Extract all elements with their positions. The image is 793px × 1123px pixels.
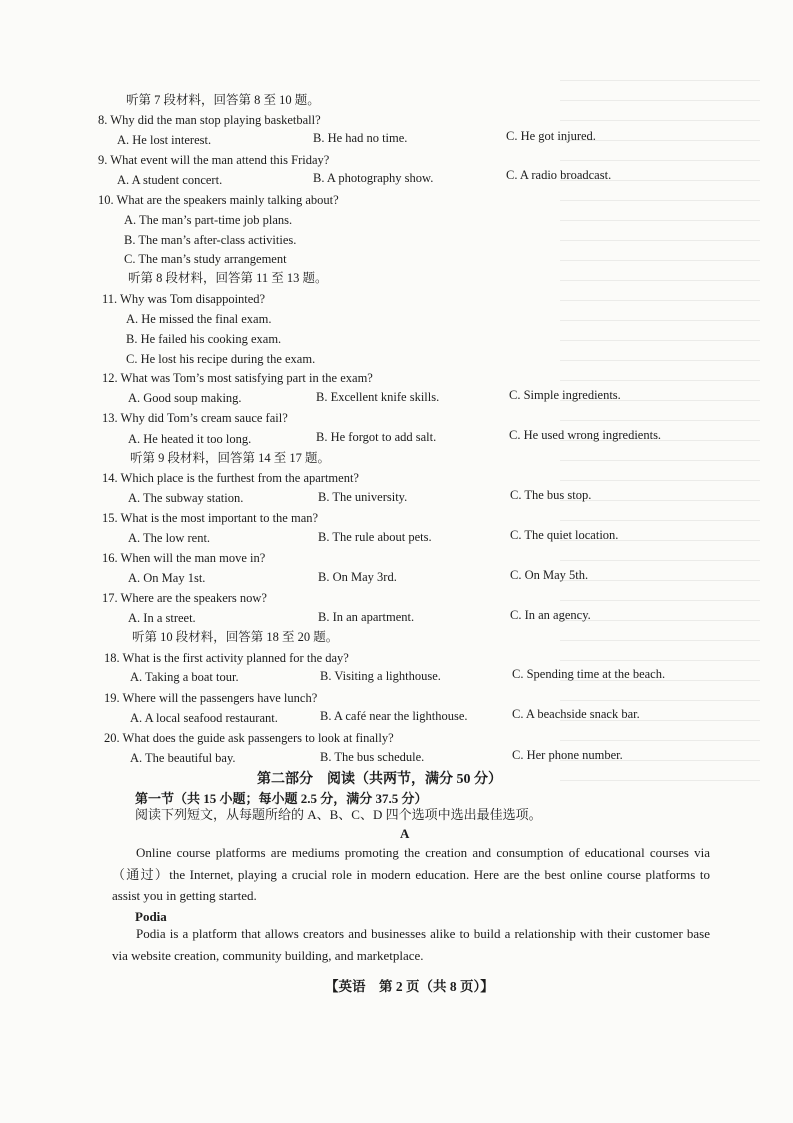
question-20-option-b: B. The bus schedule. bbox=[320, 750, 425, 764]
question-9-stem: 9. What event will the man attend this Friday? bbox=[98, 153, 330, 167]
question-13-option-c: C. He used wrong ingredients. bbox=[509, 428, 662, 442]
question-14-option-b: B. The university. bbox=[318, 490, 408, 504]
question-11-stem: 11. Why was Tom disappointed? bbox=[102, 292, 266, 306]
question-18-option-b: B. Visiting a lighthouse. bbox=[320, 669, 441, 683]
question-14-option-c: C. The bus stop. bbox=[510, 488, 592, 502]
question-15-option-b: B. The rule about pets. bbox=[318, 530, 432, 544]
question-9-option-a: A. A student concert. bbox=[117, 173, 223, 187]
question-8-option-a: A. He lost interest. bbox=[117, 133, 212, 147]
question-8-stem: 8. Why did the man stop playing basketball? bbox=[98, 113, 321, 127]
question-12-stem: 12. What was Tom’s most satisfying part in the exam? bbox=[102, 371, 373, 385]
question-8-option-b: B. He had no time. bbox=[313, 131, 408, 145]
question-18-stem: 18. What is the first activity planned for the day? bbox=[104, 651, 349, 665]
passage-letter: A bbox=[400, 826, 410, 841]
listening-intro-8: 听第 8 段材料，回答第 11 至 13 题。 bbox=[128, 271, 328, 285]
question-8-option-c: C. He got injured. bbox=[506, 129, 596, 143]
question-17-stem: 17. Where are the speakers now? bbox=[102, 591, 267, 605]
question-16-option-c: C. On May 5th. bbox=[510, 568, 589, 582]
question-14-option-a: A. The subway station. bbox=[128, 491, 244, 505]
question-11-option-c: C. He lost his recipe during the exam. bbox=[126, 352, 316, 366]
question-18-option-c: C. Spending time at the beach. bbox=[512, 667, 666, 681]
question-20-option-a: A. The beautiful bay. bbox=[130, 751, 236, 765]
question-12-option-a: A. Good soup making. bbox=[128, 391, 242, 405]
question-16-option-b: B. On May 3rd. bbox=[318, 570, 397, 584]
question-20-stem: 20. What does the guide ask passengers to look at finally? bbox=[104, 731, 394, 745]
question-12-option-c: C. Simple ingredients. bbox=[509, 388, 621, 402]
reading-instruction: 阅读下列短文，从每题所给的 A、B、C、D 四个选项中选出最佳选项。 bbox=[135, 807, 542, 822]
question-19-option-c: C. A beachside snack bar. bbox=[512, 707, 640, 721]
question-10-option-a: A. The man’s part-time job plans. bbox=[124, 213, 293, 227]
question-9-option-c: C. A radio broadcast. bbox=[506, 168, 612, 182]
question-10-stem: 10. What are the speakers mainly talking about? bbox=[98, 193, 339, 207]
question-19-option-a: A. A local seafood restaurant. bbox=[130, 711, 278, 725]
question-17-option-c: C. In an agency. bbox=[510, 608, 591, 622]
question-12-option-b: B. Excellent knife skills. bbox=[316, 390, 440, 404]
question-13-stem: 13. Why did Tom’s cream sauce fail? bbox=[102, 411, 288, 425]
question-20-option-c: C. Her phone number. bbox=[512, 748, 623, 762]
question-19-option-b: B. A café near the lighthouse. bbox=[320, 709, 468, 723]
question-13-option-b: B. He forgot to add salt. bbox=[316, 430, 437, 444]
passage-intro-paragraph: Online course platforms are mediums promoting the creation and consumption of educational courses via（通过）the Internet, playing a crucial role in modern education. Here are the best online course platforms to assist you in getting started. bbox=[112, 845, 710, 903]
question-19-stem: 19. Where will the passengers have lunch? bbox=[104, 691, 318, 705]
question-13-option-a: A. He heated it too long. bbox=[128, 432, 252, 446]
question-11-option-a: A. He missed the final exam. bbox=[126, 312, 272, 326]
listening-intro-7: 听第 7 段材料，回答第 8 至 10 题。 bbox=[126, 93, 320, 107]
question-15-option-c: C. The quiet location. bbox=[510, 528, 619, 542]
question-18-option-a: A. Taking a boat tour. bbox=[130, 670, 239, 684]
question-15-stem: 15. What is the most important to the man? bbox=[102, 511, 319, 525]
podia-paragraph: Podia is a platform that allows creators and businesses alike to build a relationship with their customer base via website creation, community building, and marketplace. bbox=[112, 926, 710, 963]
listening-intro-9: 听第 9 段材料，回答第 14 至 17 题。 bbox=[130, 451, 331, 465]
question-17-option-b: B. In an apartment. bbox=[318, 610, 415, 624]
question-15-option-a: A. The low rent. bbox=[128, 531, 211, 545]
question-9-option-b: B. A photography show. bbox=[313, 171, 434, 185]
question-16-stem: 16. When will the man move in? bbox=[102, 551, 266, 565]
section-one-heading: 第一节（共 15 小题；每小题 2.5 分，满分 37.5 分） bbox=[135, 791, 428, 806]
question-10-option-b: B. The man’s after-class activities. bbox=[124, 233, 297, 247]
question-14-stem: 14. Which place is the furthest from the apartment? bbox=[102, 471, 359, 485]
part-two-title: 第二部分 阅读（共两节，满分 50 分） bbox=[257, 772, 502, 787]
page-footer: 【英语 第 2 页（共 8 页）】 bbox=[325, 979, 494, 994]
listening-intro-10: 听第 10 段材料，回答第 18 至 20 题。 bbox=[132, 630, 339, 644]
question-10-option-c: C. The man’s study arrangement bbox=[124, 252, 287, 266]
question-16-option-a: A. On May 1st. bbox=[128, 571, 206, 585]
podia-heading: Podia bbox=[135, 909, 167, 924]
question-17-option-a: A. In a street. bbox=[128, 611, 196, 625]
question-11-option-b: B. He failed his cooking exam. bbox=[126, 332, 282, 346]
